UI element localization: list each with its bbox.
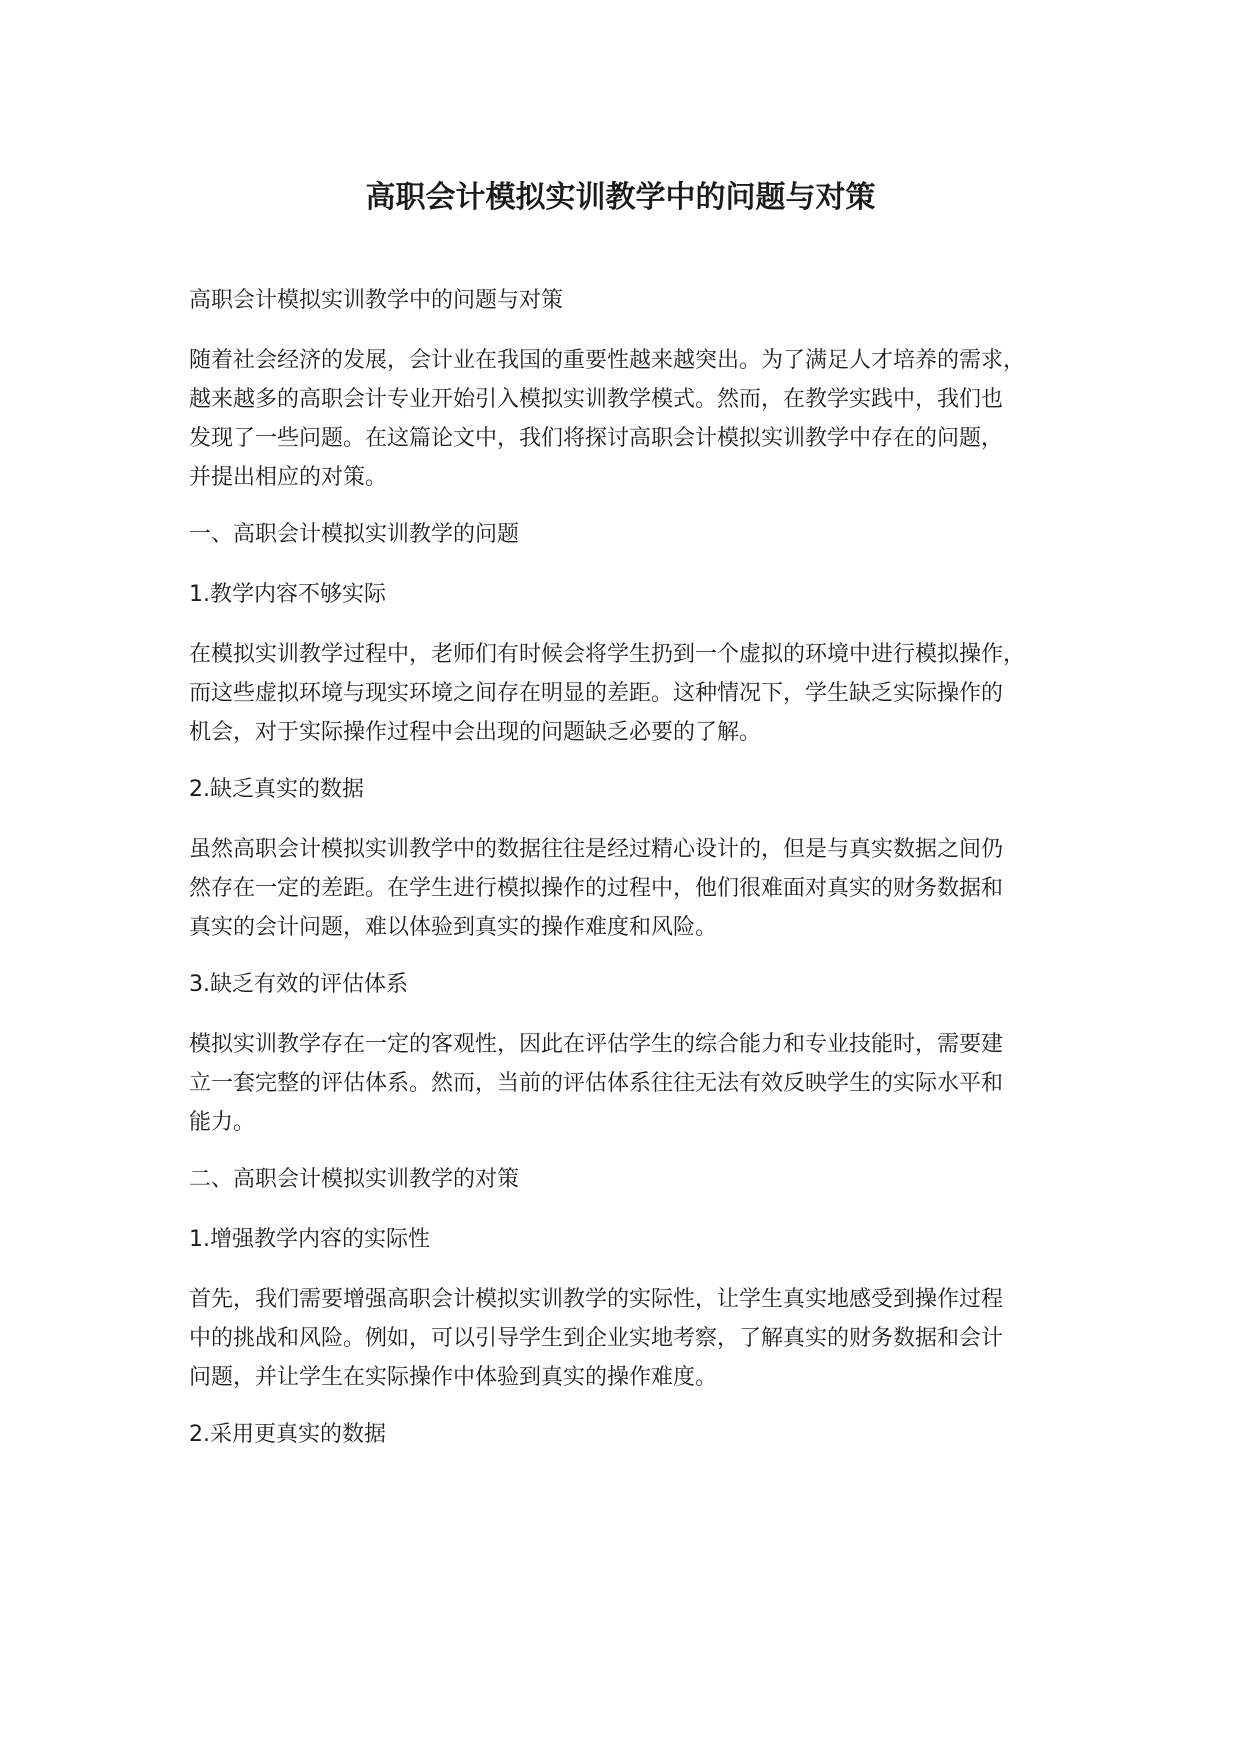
section-heading-problems: 一、高职会计模拟实训教学的问题: [189, 522, 520, 547]
paragraph-line: 中的挑战和风险。例如，可以引导学生到企业实地考察，了解真实的财务数据和会计: [189, 1326, 1004, 1351]
document-body: [189, 281, 1089, 1475]
document-title: 高职会计模拟实训教学中的问题与对策: [365, 180, 876, 215]
intro-paragraph: [189, 341, 1089, 497]
paragraph-lack-real-data: [189, 830, 1089, 947]
section-heading-countermeasures: 二、高职会计模拟实训教学的对策: [189, 1167, 520, 1192]
paragraph-line: 机会，对于实际操作过程中会出现的问题缺乏必要的了解。: [189, 720, 762, 745]
paragraph-line: 并提出相应的对策。: [189, 465, 388, 490]
subheading-lack-real-data: 2.缺乏真实的数据: [189, 777, 364, 802]
paragraph-line: 首先，我们需要增强高职会计模拟实训教学的实际性，让学生真实地感受到操作过程: [189, 1287, 1004, 1312]
subheading-enhance-practicality: 1.增强教学内容的实际性: [189, 1227, 430, 1252]
paragraph-line: 而这些虚拟环境与现实环境之间存在明显的差距。这种情况下，学生缺乏实际操作的: [189, 681, 1004, 706]
document-subtitle: 高职会计模拟实训教学中的问题与对策: [189, 288, 564, 313]
paragraph-lack-evaluation: [189, 1025, 1089, 1142]
paragraph-content-not-practical: [189, 635, 1089, 752]
paragraph-line: 能力。: [189, 1110, 256, 1135]
paragraph-enhance-practicality: [189, 1280, 1089, 1397]
paragraph-line: 立一套完整的评估体系。然而，当前的评估体系往往无法有效反映学生的实际水平和: [189, 1071, 1004, 1096]
paragraph-line: 真实的会计问题，难以体验到真实的操作难度和风险。: [189, 915, 718, 940]
subheading-content-not-practical: 1.教学内容不够实际: [189, 582, 386, 607]
paragraph-line: 越来越多的高职会计专业开始引入模拟实训教学模式。然而，在教学实践中，我们也: [189, 387, 1004, 412]
subheading-use-real-data: 2.采用更真实的数据: [189, 1422, 386, 1447]
paragraph-line: 发现了一些问题。在这篇论文中，我们将探讨高职会计模拟实训教学中存在的问题，: [189, 426, 1004, 451]
paragraph-line: 随着社会经济的发展，会计业在我国的重要性越来越突出。为了满足人才培养的需求，: [189, 348, 1026, 373]
paragraph-line: 问题，并让学生在实际操作中体验到真实的操作难度。: [189, 1365, 718, 1390]
paragraph-line: 虽然高职会计模拟实训教学中的数据往往是经过精心设计的，但是与真实数据之间仍: [189, 837, 1004, 862]
paragraph-line: 然存在一定的差距。在学生进行模拟操作的过程中，他们很难面对真实的财务数据和: [189, 876, 1004, 901]
paragraph-line: 在模拟实训教学过程中，老师们有时候会将学生扔到一个虚拟的环境中进行模拟操作，: [189, 642, 1026, 667]
subheading-lack-evaluation: 3.缺乏有效的评估体系: [189, 972, 408, 997]
paragraph-line: 模拟实训教学存在一定的客观性，因此在评估学生的综合能力和专业技能时，需要建: [189, 1032, 1004, 1057]
